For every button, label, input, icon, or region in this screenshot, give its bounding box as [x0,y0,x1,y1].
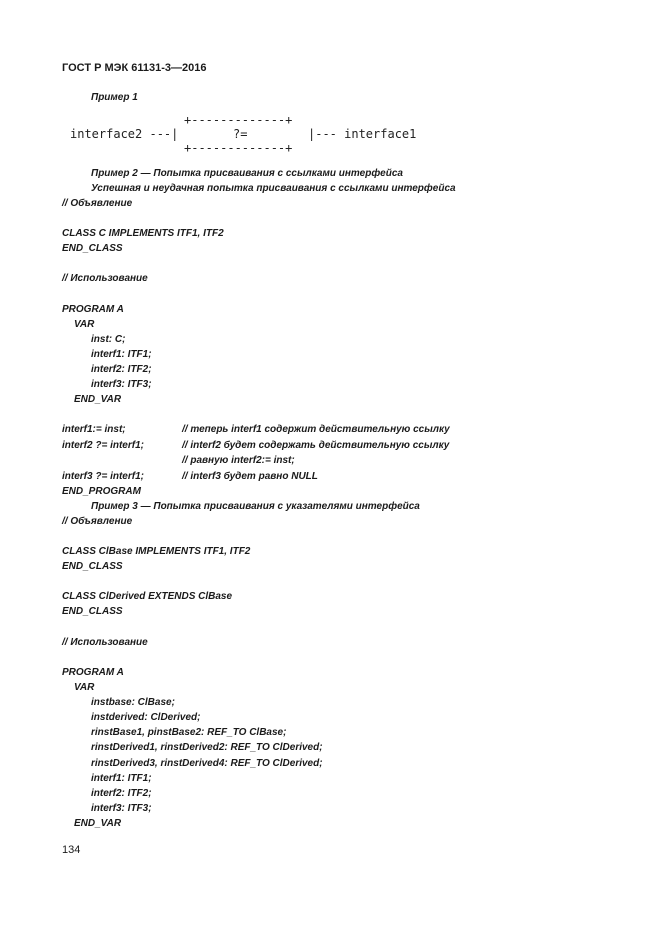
example3-var-line: instderived: ClDerived; [91,712,201,723]
page-number: 134 [62,844,81,856]
example2-title: Пример 2 — Попытка присваивания с ссылками интерфейса [91,168,403,179]
example3-program: PROGRAM A [62,667,124,678]
example2-var-line: interf1: ITF1; [91,349,152,360]
statement-comment: // равную interf2:= inst; [182,455,295,466]
example3-var-line: rinstBase1, pinstBase2: REF_TO ClBase; [91,727,287,738]
statement-code: interf1:= inst; [62,424,126,435]
statement-comment: // теперь interf1 содержит действительную ссылку [182,424,450,435]
example2-end-var: END_VAR [74,394,122,405]
statement-code: interf3 ?= interf1; [62,471,144,482]
diagram-left-connector: interface2 ---| [70,127,179,141]
example2-end-class: END_CLASS [62,243,123,254]
example1-label: Пример 1 [91,92,138,103]
example3-end-class: END_CLASS [62,606,123,617]
example3-var-line: rinstDerived1, rinstDerived2: REF_TO ClDerived; [91,742,323,753]
example3-var-line: rinstDerived3, rinstDerived4: REF_TO ClDerived; [91,758,323,769]
example3-var-line: instbase: ClBase; [91,697,175,708]
diagram-bottom-border: +-------------+ [184,141,293,155]
example2-var-line: interf3: ITF3; [91,379,152,390]
example2-declaration-comment: // Объявление [62,198,133,209]
statement-comment: // interf2 будет содержать действительную ссылку [182,440,450,451]
example3-usage-comment: // Использование [62,637,148,648]
example3-class-derived: CLASS ClDerived EXTENDS ClBase [62,591,233,602]
diagram-top-border: +-------------+ [184,113,293,127]
example2-var: VAR [74,319,95,330]
example2-subtitle: Успешная и неудачная попытка присваивания с ссылками интерфейса [91,183,456,194]
statement-code: interf2 ?= interf1; [62,440,144,451]
example2-var-line: interf2: ITF2; [91,364,152,375]
document-header: ГОСТ Р МЭК 61131-3—2016 [62,62,207,74]
example2-usage-comment: // Использование [62,273,148,284]
example2-program: PROGRAM A [62,304,124,315]
diagram-operator: ?= [233,127,248,141]
example3-class-base: CLASS ClBase IMPLEMENTS ITF1, ITF2 [62,546,251,557]
example3-declaration-comment: // Объявление [62,516,133,527]
example3-end-var: END_VAR [74,818,122,829]
example2-var-line: inst: C; [91,334,126,345]
example2-class-line: CLASS C IMPLEMENTS ITF1, ITF2 [62,228,224,239]
example3-var-line: interf1: ITF1; [91,773,152,784]
example3-title: Пример 3 — Попытка присваивания с указателями интерфейса [91,501,420,512]
example3-var: VAR [74,682,95,693]
example3-var-line: interf2: ITF2; [91,788,152,799]
diagram-right-connector: |--- interface1 [308,127,417,141]
example3-end-class: END_CLASS [62,561,123,572]
example3-var-line: interf3: ITF3; [91,803,152,814]
statement-comment: // interf3 будет равно NULL [182,471,318,482]
example2-end-program: END_PROGRAM [62,486,141,497]
